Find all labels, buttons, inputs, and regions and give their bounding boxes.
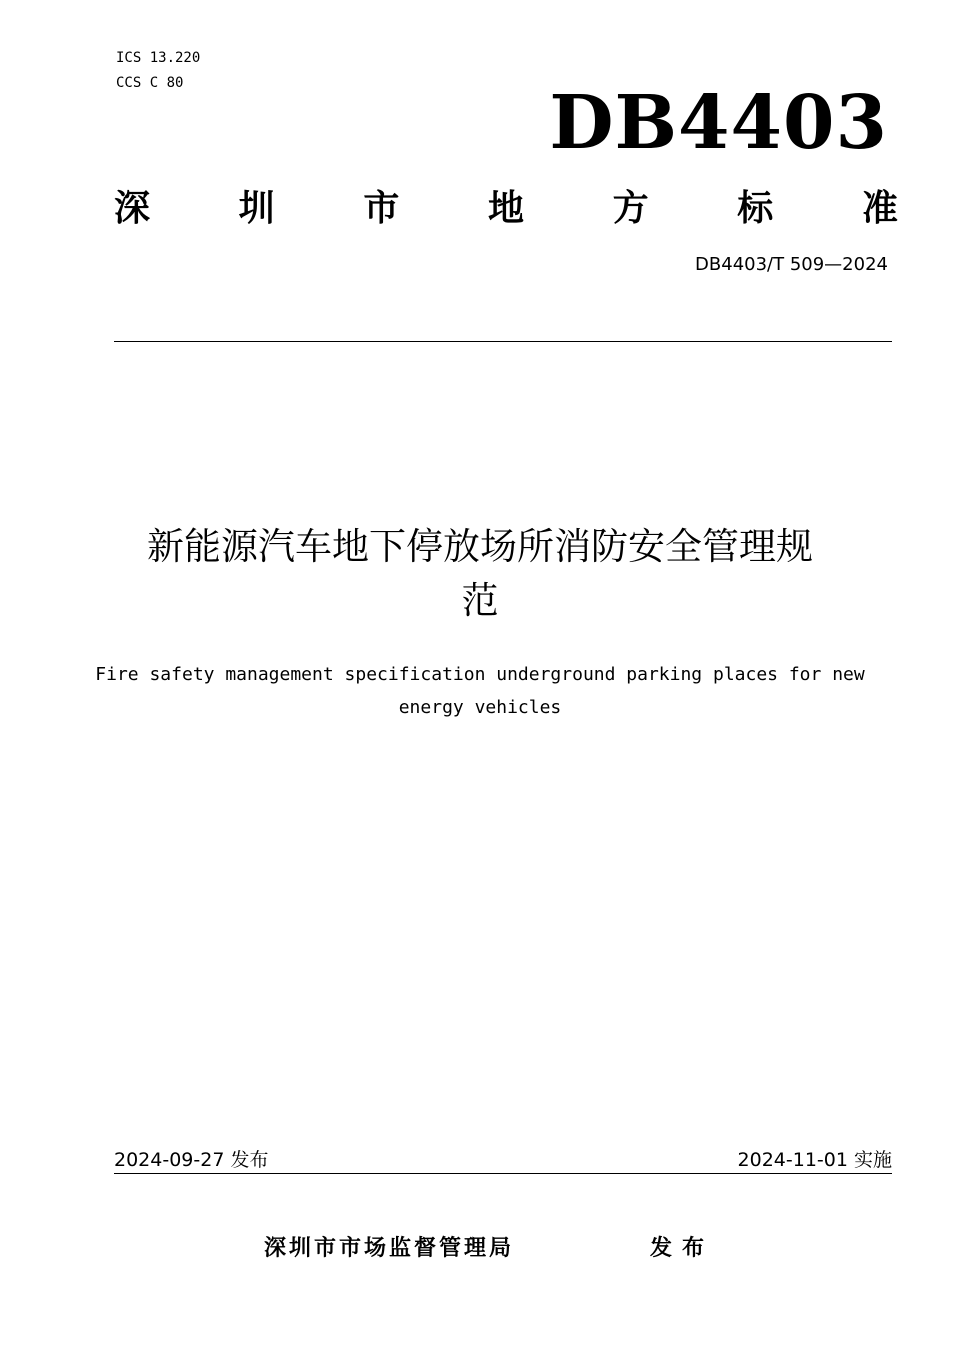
ics-code: ICS 13.220 [116, 50, 201, 66]
issue-date: 2024-09-27 发布 [114, 1149, 269, 1171]
bottom-divider [114, 1173, 892, 1174]
standard-type-char: 标 [737, 188, 774, 229]
english-title-line: Fire safety management specification underground parking places for new [95, 664, 865, 685]
english-title [80, 658, 880, 724]
standard-type-char: 地 [487, 188, 524, 229]
top-divider [114, 341, 892, 342]
standard-code: DB4403 [549, 80, 888, 166]
standard-type-char: 方 [612, 188, 649, 229]
publisher: 深圳市市场监督管理局 [264, 1236, 515, 1261]
chinese-title-line: 范 [461, 579, 499, 622]
standard-type-char: 准 [861, 188, 898, 229]
standard-type-char: 深 [114, 188, 151, 229]
standard-type [114, 186, 898, 232]
standard-type-char: 市 [363, 188, 400, 229]
implementation-date: 2024-11-01 实施 [737, 1149, 892, 1171]
publish-label: 发布 [650, 1236, 715, 1261]
chinese-title [80, 520, 880, 628]
english-title-line: energy vehicles [398, 697, 562, 718]
ccs-code: CCS C 80 [116, 75, 184, 91]
standard-number: DB4403/T 509—2024 [695, 254, 888, 275]
chinese-title-line: 新能源汽车地下停放场所消防安全管理规 [147, 525, 813, 568]
standard-type-char: 圳 [238, 188, 275, 229]
